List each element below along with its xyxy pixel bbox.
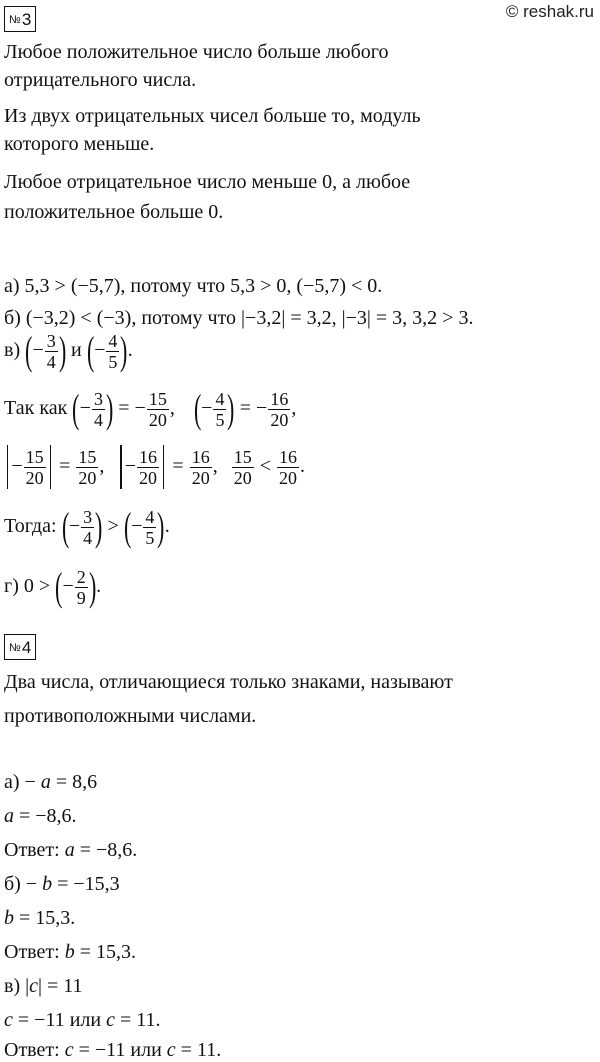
task-3-badge xyxy=(4,6,36,32)
paren-close: ) xyxy=(58,328,67,374)
variable-c: c xyxy=(64,1039,74,1061)
minus-sign: − xyxy=(131,515,143,537)
minus-sign: − xyxy=(94,339,106,361)
abs-bar xyxy=(50,445,51,489)
numerator: 3 xyxy=(83,506,93,527)
then-line xyxy=(4,500,170,552)
paren-close: ) xyxy=(120,328,128,374)
abs-bar xyxy=(7,445,8,489)
minus-sign: − xyxy=(79,397,91,419)
fraction-16-20 xyxy=(190,447,212,488)
part-v-value-1: = −11 или xyxy=(17,1009,102,1031)
part-v-value-2: = 11. xyxy=(180,1039,222,1061)
denominator: 4 xyxy=(93,409,103,430)
number-sign: № xyxy=(9,14,21,26)
denominator: 20 xyxy=(278,467,297,488)
abs-bar xyxy=(163,445,164,489)
variable-a: a xyxy=(64,839,75,861)
comma: , xyxy=(169,397,175,419)
paren-close: ) xyxy=(227,386,235,432)
less-than-sign: < xyxy=(259,455,271,477)
greater-than-sign: > xyxy=(107,515,119,537)
part-b-equation xyxy=(4,872,120,896)
minus-sign: − xyxy=(68,515,81,537)
paren-open: ( xyxy=(72,386,80,432)
period: . xyxy=(127,339,133,361)
part-b-value: = 15,3. xyxy=(19,907,76,929)
denominator: 20 xyxy=(25,467,44,488)
paren-close: ) xyxy=(157,504,165,550)
comma: , xyxy=(212,455,218,477)
fraction-16-20 xyxy=(137,447,159,488)
part-a-line: а) 5,3 > (−5,7), потому что 5,3 > 0, (−5,7) < 0. xyxy=(4,275,383,297)
task-4-badge xyxy=(4,634,36,660)
fraction-16-20 xyxy=(268,389,290,430)
equals-sign: = xyxy=(59,455,71,477)
variable-c: c xyxy=(106,1009,115,1031)
part-a-value: = −8,6. xyxy=(79,839,138,861)
variable-b: b xyxy=(4,907,14,929)
numerator: 16 xyxy=(270,388,289,409)
denominator: 20 xyxy=(270,409,289,430)
numerator: 16 xyxy=(191,446,210,467)
numerator: 4 xyxy=(145,506,155,527)
since-word: Так как xyxy=(4,397,68,419)
numerator: 15 xyxy=(233,446,252,467)
numerator: 16 xyxy=(278,446,297,467)
task-number: 4 xyxy=(21,638,32,657)
paren-close: ) xyxy=(105,386,114,432)
rule-2-line-2: которого меньше. xyxy=(4,133,155,155)
modulus-line xyxy=(4,440,305,492)
denominator: 4 xyxy=(46,351,56,372)
number-sign: № xyxy=(9,642,21,654)
denominator: 20 xyxy=(191,467,210,488)
minus-sign: − xyxy=(124,455,137,477)
part-b-rhs: = −15,3 xyxy=(57,873,120,895)
fraction-4-5 xyxy=(143,507,156,548)
part-v-line xyxy=(4,324,133,376)
part-v-value-2: = 11. xyxy=(119,1009,161,1031)
equals-sign: = xyxy=(239,397,252,419)
paren-open: ( xyxy=(61,504,69,550)
rule-2-line-1: Из двух отрицательных чисел больше то, модуль xyxy=(4,105,421,127)
minus-sign: − xyxy=(11,455,23,477)
denominator: 9 xyxy=(76,587,86,608)
answer-label: Ответ: xyxy=(4,1039,60,1061)
numerator: 2 xyxy=(76,566,86,587)
answer-label: Ответ: xyxy=(4,839,60,861)
answer-label: Ответ: xyxy=(4,941,60,963)
paren-open: ( xyxy=(55,564,63,610)
denominator: 5 xyxy=(145,527,155,548)
fraction-2-9 xyxy=(75,567,88,608)
variable-a: a xyxy=(4,805,14,827)
part-label: в) xyxy=(4,339,21,361)
part-g-prefix: г) 0 > xyxy=(4,575,51,597)
rule-3-line-2: положительное больше 0. xyxy=(4,201,224,223)
part-a-solution xyxy=(4,804,77,828)
equals-sign: = xyxy=(172,455,184,477)
numerator: 3 xyxy=(46,330,56,351)
minus-sign: − xyxy=(134,397,146,419)
paren-close: ) xyxy=(95,504,103,550)
paren-open: ( xyxy=(123,504,132,550)
part-b-answer xyxy=(4,940,136,964)
part-b-value: = 15,3. xyxy=(79,941,136,963)
rule-1-line-2: отрицательного числа. xyxy=(4,69,197,91)
numerator: 3 xyxy=(93,388,103,409)
fraction-15-20 xyxy=(232,447,254,488)
comma: , xyxy=(291,397,297,419)
numerator: 15 xyxy=(78,446,97,467)
denominator: 5 xyxy=(108,351,118,372)
fraction-4-5 xyxy=(106,331,119,372)
denominator: 4 xyxy=(83,527,93,548)
fraction-3-4 xyxy=(92,389,105,430)
fraction-15-20 xyxy=(147,389,169,430)
denominator: 20 xyxy=(148,409,167,430)
part-g-line xyxy=(4,560,101,612)
part-v-answer xyxy=(4,1038,221,1062)
fraction-16-20 xyxy=(277,447,299,488)
part-v-rhs: | = 11 xyxy=(38,975,83,997)
denominator: 5 xyxy=(215,409,225,430)
numerator: 15 xyxy=(25,446,44,467)
variable-b: b xyxy=(64,941,75,963)
part-a-rhs: = 8,6 xyxy=(55,771,98,793)
variable-c: c xyxy=(29,975,38,997)
task-4-rule-line-2: противоположными числами. xyxy=(4,705,257,727)
part-v-prefix: в) | xyxy=(4,975,30,997)
minus-sign: − xyxy=(62,575,74,597)
abs-bar xyxy=(120,445,121,489)
part-v-value-1: = −11 или xyxy=(78,1039,162,1061)
denominator: 20 xyxy=(78,467,97,488)
variable-a: a xyxy=(40,771,51,793)
minus-sign: − xyxy=(201,397,213,419)
numerator: 4 xyxy=(108,330,118,351)
period: . xyxy=(299,455,305,477)
part-b-prefix: б) − xyxy=(4,873,38,895)
fraction-3-4 xyxy=(81,507,94,548)
part-a-equation xyxy=(4,770,97,794)
and-word: и xyxy=(71,339,82,361)
paren-open: ( xyxy=(86,328,95,374)
fraction-15-20 xyxy=(76,447,98,488)
numerator: 15 xyxy=(148,388,167,409)
numerator: 4 xyxy=(215,388,225,409)
denominator: 20 xyxy=(233,467,252,488)
since-line xyxy=(4,382,296,434)
period: . xyxy=(96,575,102,597)
paren-close: ) xyxy=(88,564,97,610)
denominator: 20 xyxy=(139,467,158,488)
period: . xyxy=(164,515,170,537)
minus-sign: − xyxy=(256,397,268,419)
comma: , xyxy=(99,455,105,477)
equals-sign: = xyxy=(118,397,130,419)
minus-sign: − xyxy=(32,339,44,361)
fraction-4-5 xyxy=(213,389,226,430)
part-a-answer xyxy=(4,838,137,862)
part-a-prefix: а) − xyxy=(4,771,36,793)
paren-open: ( xyxy=(193,386,202,432)
part-b-line: б) (−3,2) < (−3), потому что |−3,2| = 3,2, |−3| = 3, 3,2 > 3. xyxy=(4,307,474,329)
site-watermark: © reshak.ru xyxy=(505,2,594,21)
part-b-solution xyxy=(4,906,75,930)
rule-1-line-1: Любое положительное число больше любого xyxy=(4,41,389,63)
variable-c: c xyxy=(166,1039,176,1061)
part-a-value: = −8,6. xyxy=(19,805,77,827)
part-v-solution xyxy=(4,1008,161,1032)
variable-b: b xyxy=(42,873,53,895)
then-word: Тогда: xyxy=(4,515,57,537)
fraction-15-20 xyxy=(24,447,46,488)
variable-c: c xyxy=(4,1009,13,1031)
fraction-3-4 xyxy=(45,331,58,372)
task-number: 3 xyxy=(21,10,32,29)
task-4-rule-line-1: Два числа, отличающиеся только знаками, называют xyxy=(4,671,453,693)
part-v-equation xyxy=(4,974,83,998)
paren-open: ( xyxy=(25,328,33,374)
numerator: 16 xyxy=(139,446,158,467)
rule-3-line-1: Любое отрицательное число меньше 0, а любое xyxy=(4,171,411,193)
